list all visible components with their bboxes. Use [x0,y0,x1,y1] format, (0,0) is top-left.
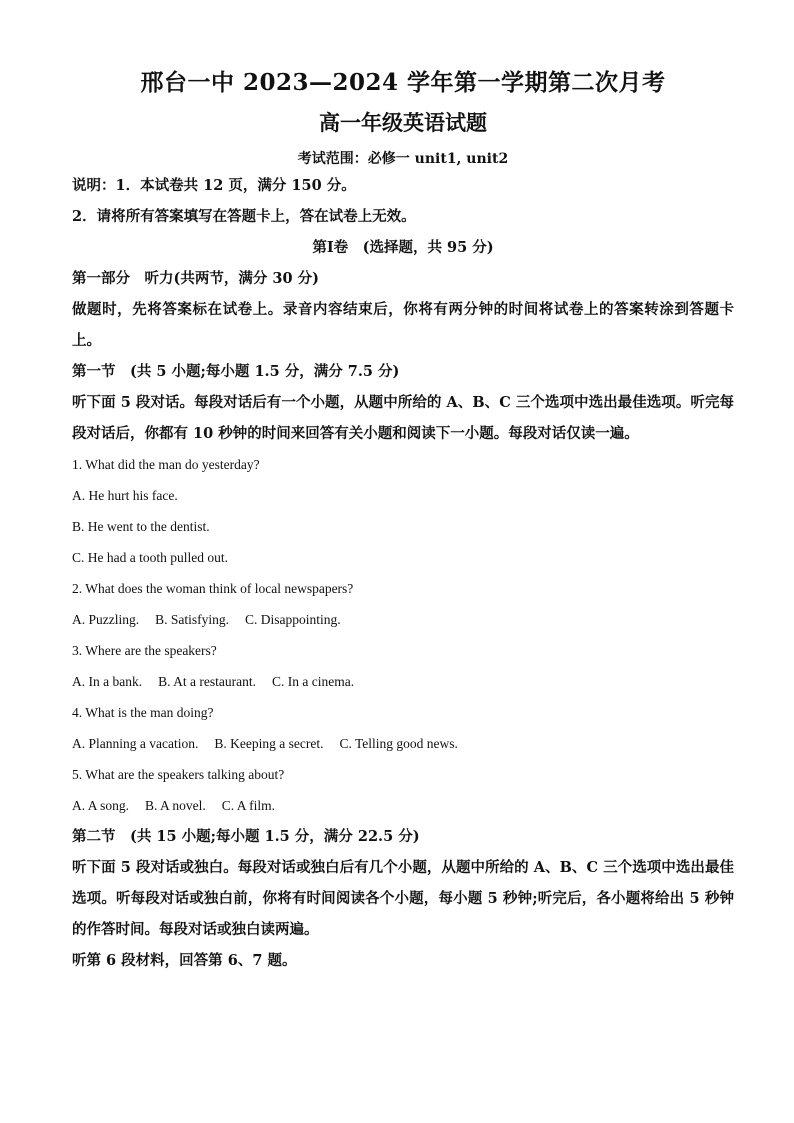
option-a: A. A song. [72,798,130,813]
option-row [72,728,734,759]
part1-heading: 第一部分 听力(共两节，满分 30 分) [72,270,319,287]
option-b: B. He went to the dentist. [72,519,210,534]
question-3 [72,635,734,697]
exam-subtitle: 高一年级英语试题 [319,110,487,135]
exam-scope: 考试范围：必修一 unit1, unit2 [297,151,509,167]
volume-title: 第Ⅰ卷 (选择题，共 95 分) [312,239,494,256]
question-stem: 1. What did the man do yesterday? [72,457,260,472]
question-2 [72,573,734,635]
question-stem: 4. What is the man doing? [72,705,214,720]
option-row [72,604,734,635]
note-2: 2．请将所有答案填写在答题卡上，答在试卷上无效。 [72,208,416,225]
option-b: B. Keeping a secret. [214,736,324,751]
question-stem: 5. What are the speakers talking about? [72,767,285,782]
option-row [72,666,734,697]
part1-instruction: 做题时，先将答案标在试卷上。录音内容结束后，你将有两分钟的时间将试卷上的答案转涂到答题卡上。 [72,301,734,349]
option-b: B. A novel. [145,798,206,813]
option-c: C. He had a tooth pulled out. [72,550,228,565]
section2-heading: 第二节 (共 15 小题;每小题 1.5 分，满分 22.5 分) [72,828,420,845]
option-a: A. Puzzling. [72,612,140,627]
option-row [72,790,734,821]
option-a: A. Planning a vacation. [72,736,199,751]
option-b: B. At a restaurant. [158,674,256,689]
exam-title: 邢台一中 2023—2024 学年第一学期第二次月考 [140,69,666,96]
section1-heading: 第一节 (共 5 小题;每小题 1.5 分，满分 7.5 分) [72,363,400,380]
option-c: C. Telling good news. [339,736,458,751]
note-1: 说明：1．本试卷共 12 页，满分 150 分。 [72,177,356,194]
section2-instruction: 听下面 5 段对话或独白。每段对话或独白后有几个小题，从题中所给的 A、B、C 三个选项中选出最佳选项。听每段对话或独白前，你将有时间阅读各个小题，每小题 5 秒钟;听完后，各小题将给出 5 秒钟的作答时间。每段对话或独白读两遍。 [72,859,734,938]
option-a: A. He hurt his face. [72,488,178,503]
question-4 [72,697,734,759]
question-stem: 2. What does the woman think of local newspapers? [72,581,354,596]
option-c: C. In a cinema. [271,674,355,689]
question-stem: 3. Where are the speakers? [72,643,217,658]
option-a: A. In a bank. [72,674,143,689]
question-1 [72,449,734,573]
section1-instruction: 听下面 5 段对话。每段对话后有一个小题，从题中所给的 A、B、C 三个选项中选出最佳选项。听完每段对话后，你都有 10 秒钟的时间来回答有关小题和阅读下一小题。每段对话仅读一遍。 [72,394,734,442]
option-c: C. Disappointing. [245,612,341,627]
option-b: B. Satisfying. [155,612,230,627]
question-5 [72,759,734,821]
section2-material: 听第 6 段材料，回答第 6、7 题。 [72,952,297,969]
option-c: C. A film. [221,798,276,813]
